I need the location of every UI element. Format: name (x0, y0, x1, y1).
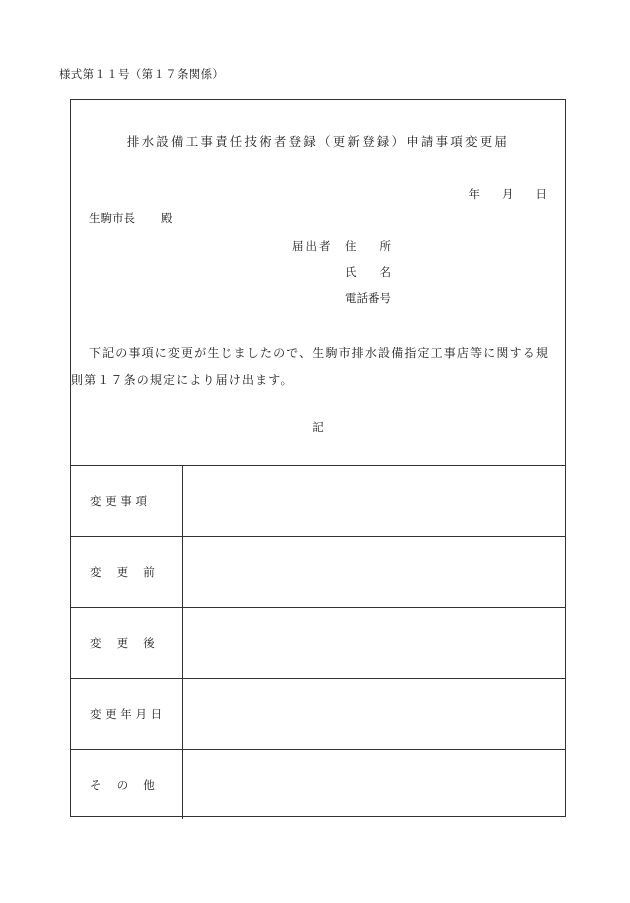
row-value-after[interactable] (183, 608, 566, 678)
row-label-before: 変 更 前 (70, 537, 183, 607)
row-value-other[interactable] (183, 750, 566, 819)
phone-label: 電話番号 (345, 291, 391, 305)
row-value-before[interactable] (183, 537, 566, 607)
date-day: 日 (535, 187, 547, 201)
row-label-change-date: 変 更 年 月 日 (70, 679, 183, 749)
table-row (70, 607, 566, 678)
form-number: 様式第１１号（第１７条関係） (59, 67, 225, 81)
body-text (71, 340, 561, 394)
row-label-after: 変 更 後 (70, 608, 183, 678)
row-label-change-item: 変 更 事 項 (70, 466, 183, 536)
table-row (70, 536, 566, 607)
table-row (70, 678, 566, 749)
address-label: 住 所 (345, 239, 391, 253)
body-line-2: 則第１７条の規定により届け出ます。 (71, 373, 294, 387)
form-title: 排水設備工事責任技術者登録（更新登録）申請事項変更届 (126, 134, 510, 149)
addressee-honorific: 殿 (161, 211, 173, 225)
change-table (70, 465, 566, 819)
date-month: 月 (502, 187, 514, 201)
date-line (469, 186, 548, 202)
addressee (89, 210, 173, 226)
applicant-label: 届出者 (292, 239, 333, 253)
row-label-other: そ の 他 (70, 750, 183, 819)
row-value-change-date[interactable] (183, 679, 566, 749)
ki-heading: 記 (312, 420, 324, 434)
addressee-name: 生駒市長 (89, 211, 135, 225)
row-value-change-item[interactable] (183, 466, 566, 536)
name-label: 氏 名 (345, 265, 391, 279)
form-frame (70, 99, 566, 817)
date-year: 年 (468, 187, 480, 201)
body-line-1: 下記の事項に変更が生じましたので、生駒市排水設備指定工事店等に関する規 (89, 346, 550, 360)
table-row (70, 749, 566, 819)
table-row (70, 465, 566, 536)
